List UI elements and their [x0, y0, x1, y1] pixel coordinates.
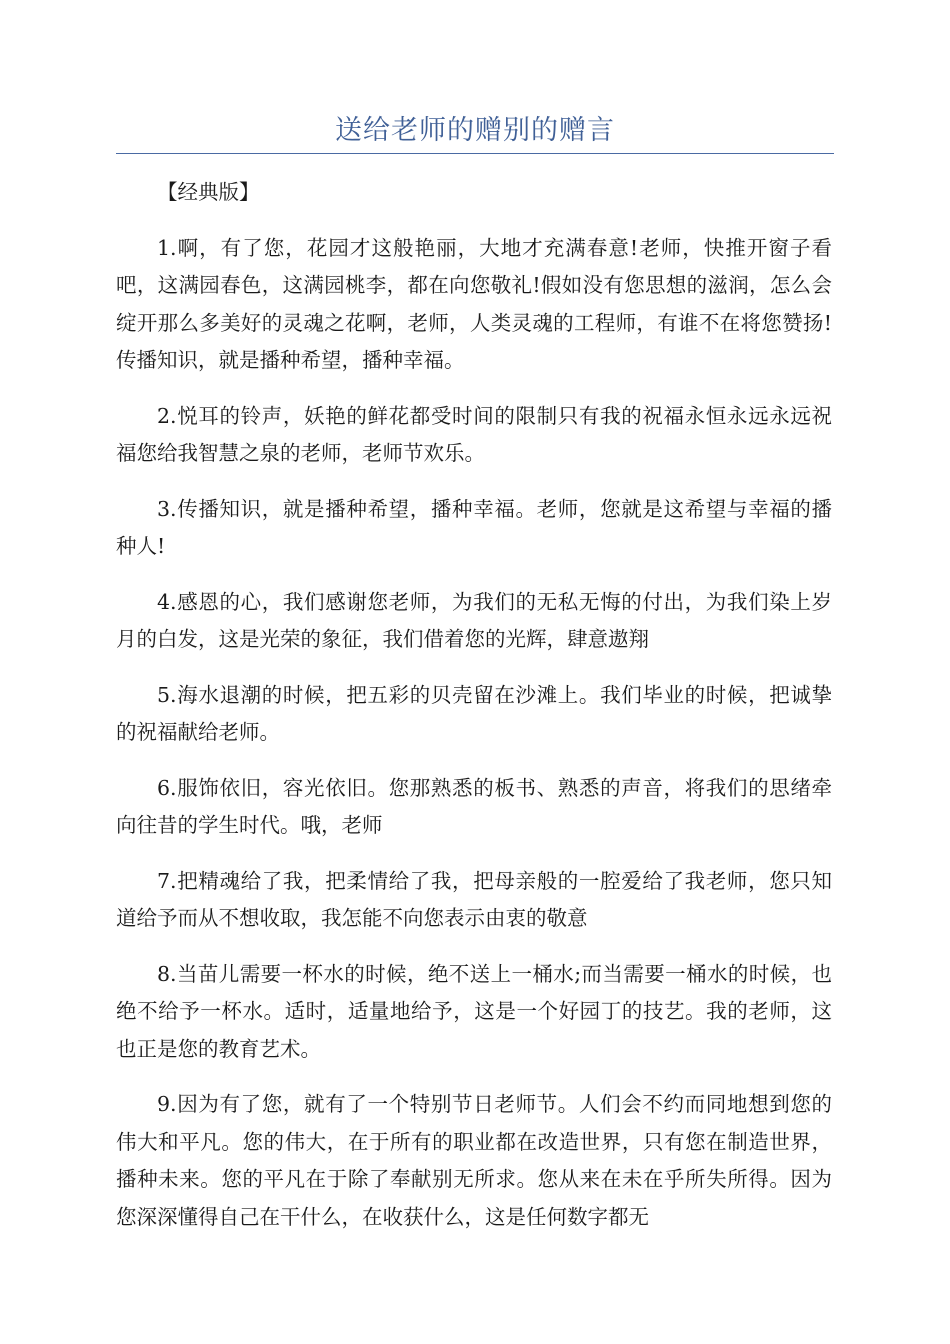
paragraph-6: 6.服饰依旧，容光依旧。您那熟悉的板书、熟悉的声音，将我们的思绪牵向往昔的学生时代。哦，老师	[116, 775, 832, 837]
paragraph-9: 9.因为有了您，就有了一个特别节日老师节。人们会不约而同地想到您的伟大和平凡。您的伟大，在于所有的职业都在改造世界，只有您在制造世界，播种未来。您的平凡在于除了奉献别无所求。您从来在未在乎所失所得。因为您深深懂得自己在干什么，在收获什么，这是任何数字都无	[116, 1092, 832, 1229]
section-label: 【经典版】	[157, 180, 260, 204]
title-underline	[116, 153, 834, 154]
paragraph-7: 7.把精魂给了我，把柔情给了我，把母亲般的一腔爱给了我老师，您只知道给予而从不想收取，我怎能不向您表示由衷的敬意	[116, 868, 832, 930]
paragraph-5: 5.海水退潮的时候，把五彩的贝壳留在沙滩上。我们毕业的时候，把诚挚的祝福献给老师。	[116, 682, 832, 744]
paragraph-4: 4.感恩的心，我们感谢您老师，为我们的无私无悔的付出，为我们染上岁月的白发，这是光荣的象征，我们借着您的光辉，肆意遨翔	[116, 589, 832, 651]
paragraph-2: 2.悦耳的铃声，妖艳的鲜花都受时间的限制只有我的祝福永恒永远永远祝福您给我智慧之泉的老师，老师节欢乐。	[116, 403, 832, 465]
paragraph-1: 1.啊，有了您，花园才这般艳丽，大地才充满春意!老师，快推开窗子看吧，这满园春色，这满园桃李，都在向您敬礼!假如没有您思想的滋润，怎么会绽开那么多美好的灵魂之花啊，老师，人类灵魂的工程师，有谁不在将您赞扬!传播知识，就是播种希望，播种幸福。	[116, 235, 832, 372]
document-body	[116, 174, 832, 1236]
document-title: 送给老师的赠别的赠言	[335, 115, 615, 146]
paragraph-8: 8.当苗儿需要一杯水的时候，绝不送上一桶水;而当需要一桶水的时候，也绝不给予一杯水。适时，适量地给予，这是一个好园丁的技艺。我的老师，这也正是您的教育艺术。	[116, 961, 832, 1061]
paragraph-3: 3.传播知识，就是播种希望，播种幸福。老师，您就是这希望与幸福的播种人!	[116, 496, 832, 558]
